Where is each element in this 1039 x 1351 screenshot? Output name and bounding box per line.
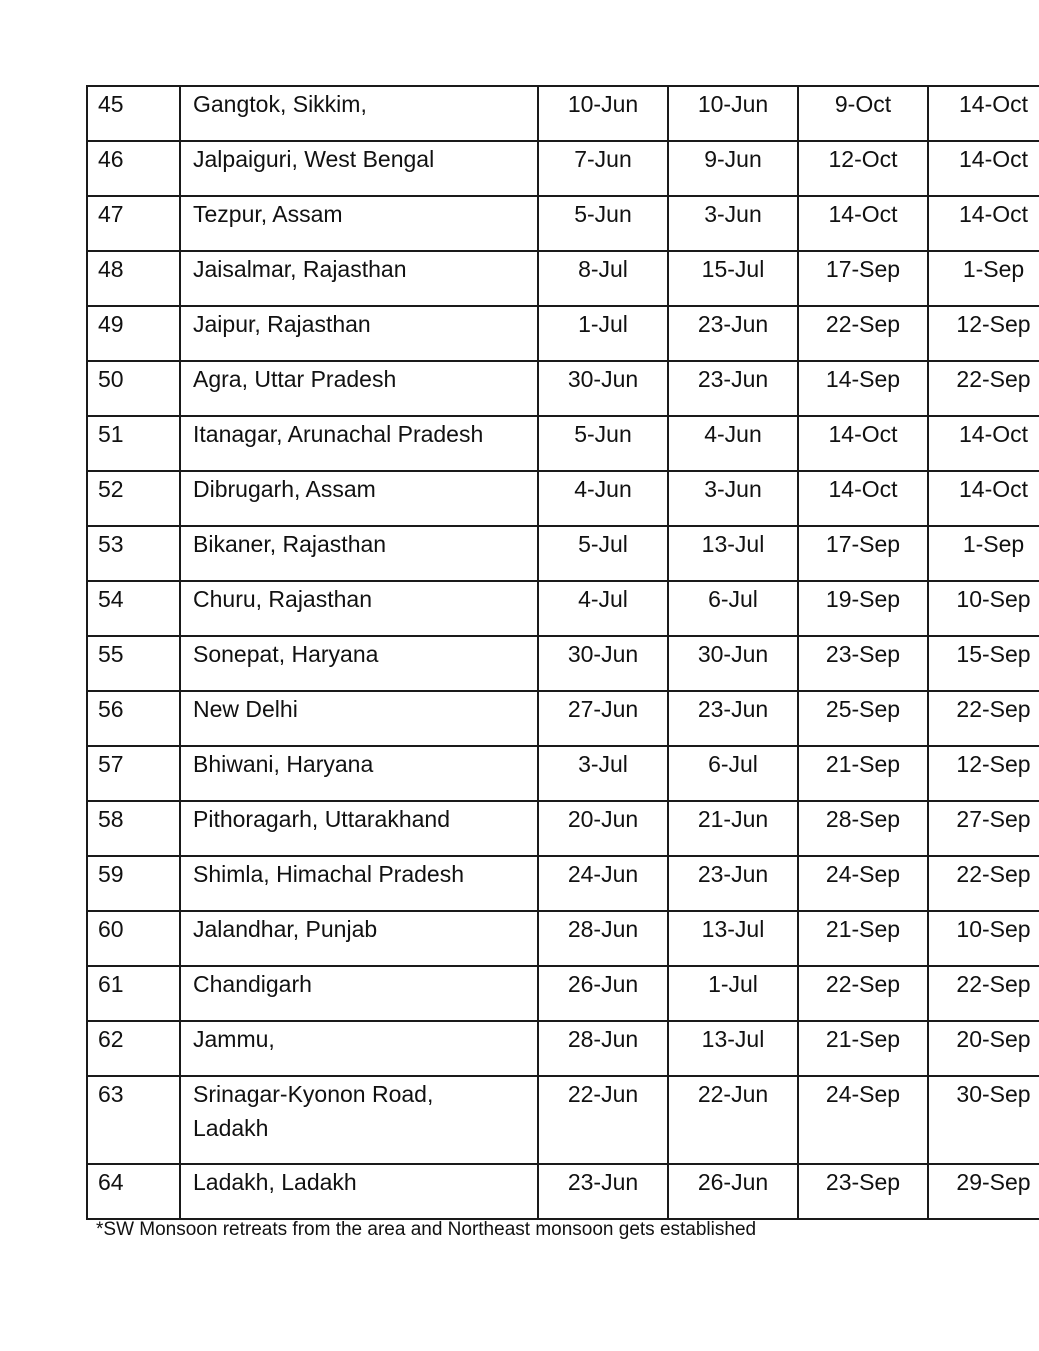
date-value: 27-Sep — [956, 806, 1031, 832]
row-number: 50 — [98, 366, 124, 392]
date-cell — [538, 801, 668, 856]
date-cell — [538, 1021, 668, 1076]
place-cell — [180, 141, 538, 196]
row-number-cell — [87, 581, 180, 636]
date-cell — [798, 636, 928, 691]
date-value: 30-Jun — [567, 641, 639, 667]
date-value: 23-Sep — [825, 641, 901, 667]
date-value: 23-Jun — [697, 861, 769, 887]
date-value: 14-Oct — [958, 146, 1029, 172]
date-cell — [928, 581, 1039, 636]
place-cell — [180, 251, 538, 306]
date-cell — [798, 691, 928, 746]
row-number-cell — [87, 801, 180, 856]
row-number-cell — [87, 1164, 180, 1219]
date-cell — [928, 471, 1039, 526]
date-cell — [668, 1164, 798, 1219]
table-body — [87, 86, 1039, 1219]
place-cell — [180, 801, 538, 856]
date-value: 15-Sep — [956, 641, 1031, 667]
date-cell — [668, 911, 798, 966]
date-value: 24-Sep — [825, 861, 901, 887]
date-cell — [668, 691, 798, 746]
date-value: 5-Jul — [578, 531, 628, 557]
date-value: 14-Oct — [958, 91, 1029, 117]
date-value: 1-Jul — [578, 311, 628, 337]
date-cell — [928, 361, 1039, 416]
row-number-cell — [87, 636, 180, 691]
table-row — [87, 306, 1039, 361]
date-cell — [928, 86, 1039, 141]
date-cell — [668, 636, 798, 691]
date-value: 29-Sep — [956, 1169, 1031, 1195]
date-cell — [538, 306, 668, 361]
place-cell — [180, 196, 538, 251]
date-cell — [538, 691, 668, 746]
place-name: Ladakh, Ladakh — [193, 1169, 357, 1195]
date-cell — [668, 86, 798, 141]
date-value: 22-Sep — [825, 311, 901, 337]
row-number: 60 — [98, 916, 124, 942]
row-number-cell — [87, 1076, 180, 1164]
table-row — [87, 526, 1039, 581]
date-cell — [928, 856, 1039, 911]
row-number: 61 — [98, 971, 124, 997]
date-value: 30-Sep — [956, 1081, 1031, 1107]
date-cell — [798, 1164, 928, 1219]
date-cell — [538, 141, 668, 196]
date-value: 5-Jun — [574, 201, 632, 227]
table-row — [87, 581, 1039, 636]
date-value: 14-Oct — [828, 201, 898, 227]
date-cell — [928, 141, 1039, 196]
place-cell — [180, 856, 538, 911]
date-value: 19-Sep — [825, 586, 901, 612]
date-value: 13-Jul — [701, 1026, 765, 1052]
date-cell — [538, 636, 668, 691]
date-value: 10-Sep — [956, 586, 1031, 612]
place-name: Gangtok, Sikkim, — [193, 91, 367, 117]
date-value: 1-Sep — [962, 256, 1025, 282]
date-cell — [798, 1076, 928, 1164]
place-cell — [180, 911, 538, 966]
date-value: 12-Oct — [828, 146, 898, 172]
date-cell — [798, 471, 928, 526]
place-name: Jalandhar, Punjab — [193, 916, 378, 942]
place-name: Bhiwani, Haryana — [193, 751, 374, 777]
row-number: 56 — [98, 696, 124, 722]
row-number: 63 — [98, 1081, 124, 1107]
place-name: Churu, Rajasthan — [193, 586, 372, 612]
date-value: 25-Sep — [825, 696, 901, 722]
place-cell — [180, 416, 538, 471]
date-value: 22-Sep — [956, 971, 1031, 997]
date-value: 10-Jun — [697, 91, 769, 117]
date-value: 21-Sep — [825, 1026, 901, 1052]
table-row — [87, 966, 1039, 1021]
date-cell — [668, 306, 798, 361]
place-name: Bikaner, Rajasthan — [193, 531, 387, 557]
date-cell — [798, 251, 928, 306]
date-cell — [798, 526, 928, 581]
date-value: 22-Jun — [697, 1081, 769, 1107]
date-value: 22-Sep — [825, 971, 901, 997]
table-row — [87, 911, 1039, 966]
date-cell — [928, 911, 1039, 966]
date-cell — [538, 581, 668, 636]
date-value: 23-Jun — [697, 366, 769, 392]
date-value: 12-Sep — [956, 311, 1031, 337]
place-name: Agra, Uttar Pradesh — [193, 366, 397, 392]
date-cell — [798, 746, 928, 801]
place-name: Pithoragarh, Uttarakhand — [193, 806, 450, 832]
place-name: Shimla, Himachal Pradesh — [193, 861, 465, 887]
place-name: Itanagar, Arunachal Pradesh — [193, 421, 484, 447]
row-number-cell — [87, 86, 180, 141]
date-value: 22-Sep — [956, 861, 1031, 887]
date-cell — [798, 86, 928, 141]
date-cell — [798, 966, 928, 1021]
place-cell — [180, 526, 538, 581]
table-row — [87, 86, 1039, 141]
date-cell — [928, 251, 1039, 306]
row-number-cell — [87, 911, 180, 966]
date-cell — [538, 361, 668, 416]
row-number-cell — [87, 141, 180, 196]
date-cell — [928, 196, 1039, 251]
date-cell — [538, 856, 668, 911]
date-value: 22-Sep — [956, 696, 1031, 722]
date-cell — [928, 526, 1039, 581]
place-cell — [180, 581, 538, 636]
place-cell — [180, 471, 538, 526]
place-cell — [180, 361, 538, 416]
date-value: 4-Jun — [574, 476, 632, 502]
place-name: New Delhi — [193, 696, 298, 722]
date-cell — [928, 801, 1039, 856]
date-value: 23-Sep — [825, 1169, 901, 1195]
date-value: 22-Sep — [956, 366, 1031, 392]
date-cell — [668, 1021, 798, 1076]
date-value: 28-Jun — [567, 1026, 639, 1052]
date-cell — [928, 691, 1039, 746]
date-cell — [668, 416, 798, 471]
place-name-continued: Ladakh — [193, 1115, 269, 1141]
place-name: Chandigarh — [193, 971, 312, 997]
row-number-cell — [87, 361, 180, 416]
date-value: 10-Jun — [567, 91, 639, 117]
date-value: 1-Sep — [962, 531, 1025, 557]
row-number-cell — [87, 306, 180, 361]
date-cell — [928, 746, 1039, 801]
date-cell — [928, 1021, 1039, 1076]
place-cell — [180, 746, 538, 801]
date-cell — [798, 306, 928, 361]
date-value: 3-Jul — [578, 751, 628, 777]
row-number: 59 — [98, 861, 124, 887]
table-row — [87, 1021, 1039, 1076]
date-cell — [668, 1076, 798, 1164]
date-cell — [668, 526, 798, 581]
row-number-cell — [87, 416, 180, 471]
date-value: 28-Sep — [825, 806, 901, 832]
date-cell — [538, 416, 668, 471]
place-cell — [180, 691, 538, 746]
table-row — [87, 471, 1039, 526]
date-value: 4-Jun — [704, 421, 762, 447]
date-value: 8-Jul — [578, 256, 628, 282]
date-cell — [538, 1076, 668, 1164]
date-cell — [668, 801, 798, 856]
date-value: 27-Jun — [567, 696, 639, 722]
date-cell — [798, 581, 928, 636]
row-number: 46 — [98, 146, 124, 172]
row-number-cell — [87, 966, 180, 1021]
date-cell — [538, 526, 668, 581]
date-value: 30-Jun — [697, 641, 769, 667]
place-name: Tezpur, Assam — [193, 201, 343, 227]
date-value: 10-Sep — [956, 916, 1031, 942]
date-cell — [798, 1021, 928, 1076]
table-row — [87, 416, 1039, 471]
row-number-cell — [87, 691, 180, 746]
row-number: 62 — [98, 1026, 124, 1052]
row-number: 45 — [98, 91, 124, 117]
row-number-cell — [87, 196, 180, 251]
table-row — [87, 691, 1039, 746]
date-cell — [928, 1164, 1039, 1219]
date-cell — [798, 856, 928, 911]
table-row — [87, 1076, 1039, 1164]
date-cell — [668, 141, 798, 196]
date-cell — [798, 416, 928, 471]
date-value: 20-Sep — [956, 1026, 1031, 1052]
date-value: 26-Jun — [697, 1169, 769, 1195]
place-cell — [180, 636, 538, 691]
row-number: 52 — [98, 476, 124, 502]
date-value: 23-Jun — [567, 1169, 639, 1195]
date-cell — [538, 911, 668, 966]
date-value: 24-Sep — [825, 1081, 901, 1107]
date-value: 6-Jul — [708, 586, 758, 612]
table-row — [87, 251, 1039, 306]
date-cell — [798, 801, 928, 856]
date-cell — [928, 1076, 1039, 1164]
date-value: 21-Sep — [825, 751, 901, 777]
date-cell — [928, 966, 1039, 1021]
date-cell — [668, 361, 798, 416]
table-row — [87, 801, 1039, 856]
row-number: 57 — [98, 751, 124, 777]
date-cell — [668, 251, 798, 306]
date-cell — [538, 471, 668, 526]
date-cell — [538, 196, 668, 251]
row-number: 47 — [98, 201, 124, 227]
place-cell — [180, 86, 538, 141]
date-value: 3-Jun — [704, 201, 762, 227]
place-name: Jaisalmar, Rajasthan — [193, 256, 407, 282]
place-name: Jaipur, Rajasthan — [193, 311, 371, 337]
date-cell — [928, 636, 1039, 691]
table-row — [87, 1164, 1039, 1219]
date-value: 14-Oct — [828, 476, 898, 502]
date-cell — [928, 306, 1039, 361]
date-value: 13-Jul — [701, 916, 765, 942]
table-row — [87, 361, 1039, 416]
row-number: 49 — [98, 311, 124, 337]
row-number: 51 — [98, 421, 124, 447]
date-value: 23-Jun — [697, 696, 769, 722]
date-value: 7-Jun — [574, 146, 632, 172]
date-value: 9-Oct — [834, 91, 892, 117]
date-value: 22-Jun — [567, 1081, 639, 1107]
date-cell — [928, 416, 1039, 471]
date-value: 14-Sep — [825, 366, 901, 392]
date-cell — [798, 911, 928, 966]
date-value: 14-Oct — [958, 421, 1029, 447]
date-value: 17-Sep — [825, 256, 901, 282]
date-value: 28-Jun — [567, 916, 639, 942]
place-name: Sonepat, Haryana — [193, 641, 379, 667]
date-value: 14-Oct — [958, 201, 1029, 227]
date-value: 24-Jun — [567, 861, 639, 887]
row-number-cell — [87, 856, 180, 911]
table-row — [87, 746, 1039, 801]
row-number: 64 — [98, 1169, 124, 1195]
date-cell — [798, 361, 928, 416]
place-cell — [180, 1164, 538, 1219]
place-cell — [180, 306, 538, 361]
date-cell — [668, 581, 798, 636]
table-row — [87, 636, 1039, 691]
date-value: 14-Oct — [958, 476, 1029, 502]
date-value: 14-Oct — [828, 421, 898, 447]
row-number-cell — [87, 746, 180, 801]
date-value: 21-Jun — [697, 806, 769, 832]
table-row — [87, 196, 1039, 251]
date-cell — [538, 746, 668, 801]
date-cell — [538, 1164, 668, 1219]
date-cell — [798, 141, 928, 196]
row-number-cell — [87, 471, 180, 526]
date-value: 4-Jul — [578, 586, 628, 612]
date-cell — [538, 966, 668, 1021]
row-number: 58 — [98, 806, 124, 832]
date-value: 3-Jun — [704, 476, 762, 502]
place-name: Jalpaiguri, West Bengal — [193, 146, 435, 172]
date-cell — [668, 746, 798, 801]
place-name: Dibrugarh, Assam — [193, 476, 376, 502]
row-number: 54 — [98, 586, 124, 612]
date-value: 6-Jul — [708, 751, 758, 777]
table-row — [87, 141, 1039, 196]
date-cell — [798, 196, 928, 251]
date-cell — [668, 856, 798, 911]
row-number-cell — [87, 526, 180, 581]
date-value: 12-Sep — [956, 751, 1031, 777]
date-value: 13-Jul — [701, 531, 765, 557]
date-value: 20-Jun — [567, 806, 639, 832]
row-number-cell — [87, 1021, 180, 1076]
date-value: 17-Sep — [825, 531, 901, 557]
date-value: 9-Jun — [704, 146, 762, 172]
date-cell — [538, 251, 668, 306]
date-value: 15-Jul — [701, 256, 765, 282]
place-cell — [180, 1076, 538, 1164]
row-number: 55 — [98, 641, 124, 667]
place-cell — [180, 1021, 538, 1076]
date-value: 23-Jun — [697, 311, 769, 337]
date-cell — [668, 471, 798, 526]
date-value: 21-Sep — [825, 916, 901, 942]
row-number: 53 — [98, 531, 124, 557]
row-number-cell — [87, 251, 180, 306]
table-row — [87, 856, 1039, 911]
place-name: Jammu, — [193, 1026, 275, 1052]
row-number: 48 — [98, 256, 124, 282]
footnote: *SW Monsoon retreats from the area and Northeast monsoon gets established — [96, 1219, 757, 1240]
date-cell — [668, 196, 798, 251]
date-value: 30-Jun — [567, 366, 639, 392]
date-cell — [668, 966, 798, 1021]
date-cell — [538, 86, 668, 141]
date-value: 1-Jul — [708, 971, 758, 997]
monsoon-dates-table — [86, 85, 1039, 1220]
place-cell — [180, 966, 538, 1021]
place-name: Srinagar-Kyonon Road, — [193, 1081, 434, 1107]
date-value: 5-Jun — [574, 421, 632, 447]
date-value: 26-Jun — [567, 971, 639, 997]
